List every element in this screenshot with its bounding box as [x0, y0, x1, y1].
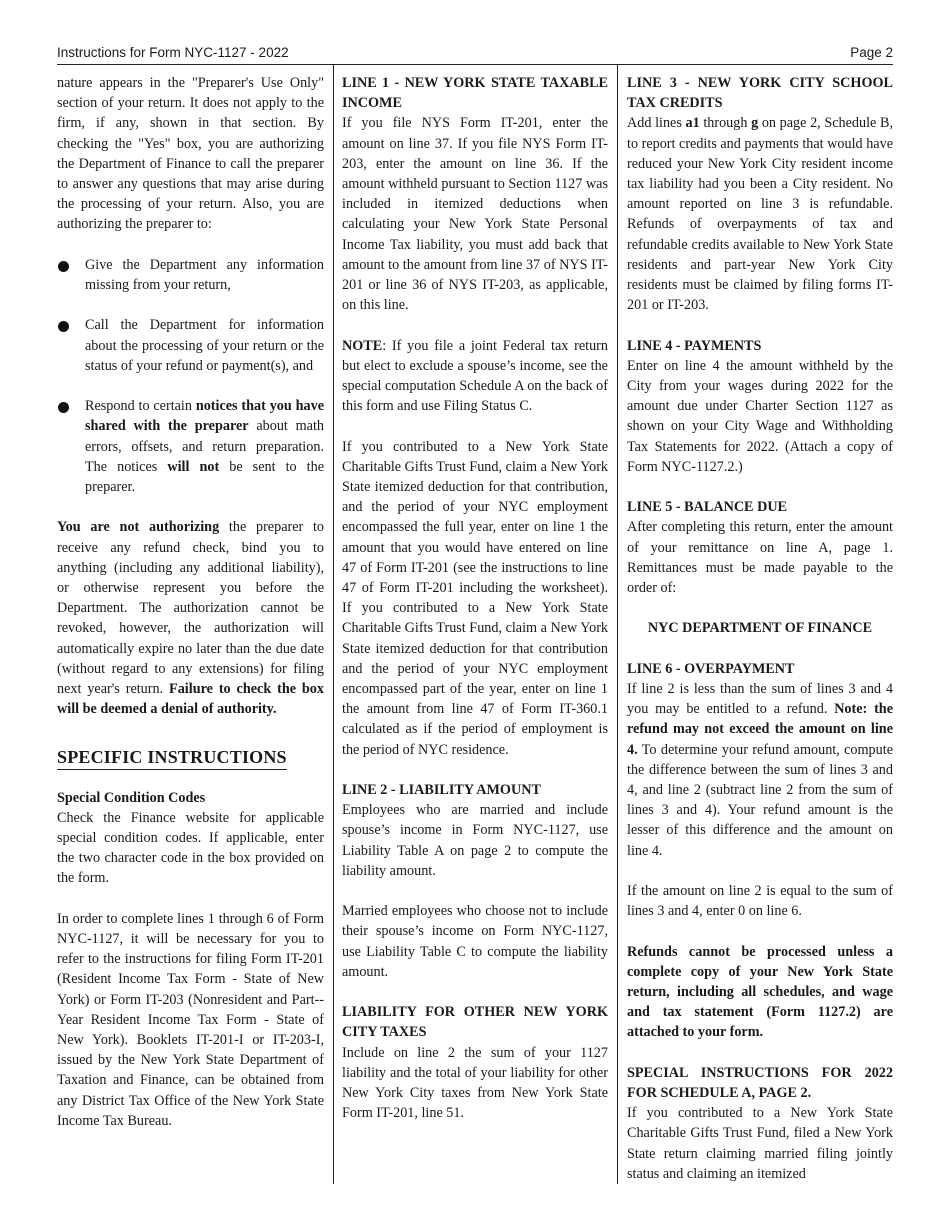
- bullet-icon: [58, 402, 69, 413]
- equal-amount-text: If the amount on line 2 is equal to the sum of lines 3 and 4, enter 0 on line 6.: [627, 883, 893, 920]
- line6-heading: LINE 6 - OVERPAYMENT: [627, 660, 795, 677]
- bullet-icon: [58, 321, 69, 332]
- special-condition-codes-heading: Special Condition Codes: [57, 789, 206, 806]
- line2-text: Employees who are married and include spouse’s income in Form NYC-1127, use Liability Table A on page 2 to compute the liability amount.: [342, 802, 608, 879]
- order-to-complete-text: In order to complete lines 1 through 6 of Form NYC-1127, it will be necessary for you to refer to the instructions for filing Form IT-201 (Resident Income Tax Form - State of New York) or Form IT-203 (Nonresident and Part--Year Resident Income Tax Form - State of New York). Booklets IT-201-I or IT-203-I, issued by the New York State Department of Taxation and Finance, can be obtained from any District Tax Office of the New York State Income Tax Bureau.: [57, 910, 324, 1129]
- line6-text: If line 2 is less than the sum of lines 3 and 4 you may be entitled to a refund. Note: the refund may not exceed the amount on line 4. To determine your refund amount, compute the difference between the sum of lines 3 and 4, and line 2 (subtract line 2 from the sum of lines 3 and 4). Your refund amount is the lesser of this difference and the amount on line 4.: [627, 681, 893, 859]
- line4-heading: LINE 4 - PAYMENTS: [627, 337, 762, 354]
- payee-name: NYC DEPARTMENT OF FINANCE: [647, 620, 873, 637]
- married-paragraph: Married employees who choose not to include their spouse’s income on Form NYC-1127, use Liability Table C to compute the liability amount.: [342, 903, 608, 980]
- bullet-item: Respond to certain notices that you have shared with the preparer about math errors, offsets, and return preparation. The notices will not be sent to the preparer.: [57, 396, 324, 497]
- special-2022-heading: SPECIAL INSTRUCTIONS FOR 2022 FOR SCHEDULE A, PAGE 2.: [627, 1064, 893, 1102]
- column-divider: [617, 64, 618, 1184]
- header-page-number: Page 2: [850, 45, 893, 60]
- special-2022-text: If you contributed to a New York State Charitable Gifts Trust Fund, filed a New York State return claiming married filing jointly status and claiming an itemized: [627, 1105, 893, 1182]
- page-header: [57, 44, 893, 65]
- charitable-paragraph: If you contributed to a New York State Charitable Gifts Trust Fund, claim a New York State itemized deduction for that contribution, and the period of your NYC employment encompassed the full year, enter on line 1 the amount that you would have entered on line 47 of Form IT-201 (see the instructions to line 47 of Form IT-201 including the worksheet). If you contributed to a New York State Charitable Gifts Trust Fund, claim a New York State itemized deduction for that contribution and the period of your NYC employment encompassed part of the year, enter on line 1 the amount from line 47 of Form IT-360.1 calculated as if the period of employment is the period of NYC residence.: [342, 438, 609, 758]
- column-1: [57, 73, 324, 1131]
- column-divider: [333, 64, 334, 1184]
- line3-text: Add lines a1 through g on page 2, Schedule B, to report credits and payments that would have reduced your New York City resident income tax liability had you been a City resident. No amount reported on line 3 is refundable. Refunds of overpayments of tax and refundable credits available to New York State residents and part-year New York City residents must be claimed by filing forms IT-201 or IT-203.: [627, 115, 893, 314]
- line1-heading: LINE 1 - NEW YORK STATE TAXABLE INCOME: [342, 75, 608, 112]
- preparer-intro: nature appears in the "Preparer's Use Only" section of your return. It does not apply to the firm, if any, shown in that section. By checking the "Yes" box, you are authorizing the Department of Finance to call the preparer to answer any questions that may arise during the processing of your return. Also, you are authorizing the preparer to:: [57, 75, 324, 233]
- line3-heading: LINE 3 - NEW YORK CITY SCHOOL TAX CREDITS: [627, 75, 893, 112]
- line4-text: Enter on line 4 the amount withheld by the City from your wages during 2022 for the amount due under Charter Section 1127 as shown on your City Wage and Withholding Tax Statements for 2022. (Attach a copy of Form NYC-1127.2.): [627, 357, 893, 475]
- specific-instructions-heading: SPECIFIC INSTRUCTIONS: [57, 747, 287, 769]
- bullet-icon: [58, 261, 69, 272]
- other-taxes-text: Include on line 2 the sum of your 1127 liability and the total of your liability for other New York City taxes from New York State Form IT-201, line 51.: [342, 1044, 608, 1122]
- column-2: [342, 73, 608, 1123]
- header-form-title: Instructions for Form NYC-1127 - 2022: [57, 45, 289, 60]
- line2-heading: LINE 2 - LIABILITY AMOUNT: [342, 782, 541, 799]
- bullet-item: Call the Department for information about the processing of your return or the status of your refund or payment(s), and: [57, 315, 324, 376]
- special-condition-codes-text: Check the Finance website for applicable special condition codes. If applicable, enter the two character code in the box provided on the form.: [57, 809, 324, 887]
- not-authorizing-paragraph: You are not authorizing the preparer to receive any refund check, bind you to anything (including any additional liability), or otherwise represent you before the Department. The authorization cannot be revoked, however, the authorization will automatically expire no later than the due date (without regard to any extensions) for filing next year's return. Failure to check the box will be deemed a denial of authority.: [57, 519, 325, 718]
- line1-text: If you file NYS Form IT-201, enter the amount on line 37. If you file NYS Form IT-203, enter the amount on line 36. If the amount withheld pursuant to Section 1127 was included in itemized deductions when calculating your New York State Personal Income Tax liability, you must add back that amount to the amount from line 37 of NYS IT-201 or line 36 of NYS IT-203, as applicable, on this line.: [342, 115, 608, 314]
- other-taxes-heading: LIABILITY FOR OTHER NEW YORK CITY TAXES: [342, 1004, 608, 1041]
- refunds-warning: Refunds cannot be processed unless a complete copy of your New York State return, including all schedules, and wage and tax statement (Form 1127.2) are attached to your form.: [627, 943, 893, 1041]
- bullet-item: Give the Department any information missing from your return,: [57, 255, 324, 295]
- note-paragraph: NOTE: If you file a joint Federal tax return but elect to exclude a spouse’s income, see the special computation Schedule A on the back of this form and use Filing Status C.: [342, 337, 608, 415]
- line5-text: After completing this return, enter the amount of your remittance on line A, page 1. Remittances must be made payable to the order of:: [627, 519, 893, 597]
- line5-heading: LINE 5 - BALANCE DUE: [627, 499, 788, 516]
- column-3: [627, 73, 893, 1184]
